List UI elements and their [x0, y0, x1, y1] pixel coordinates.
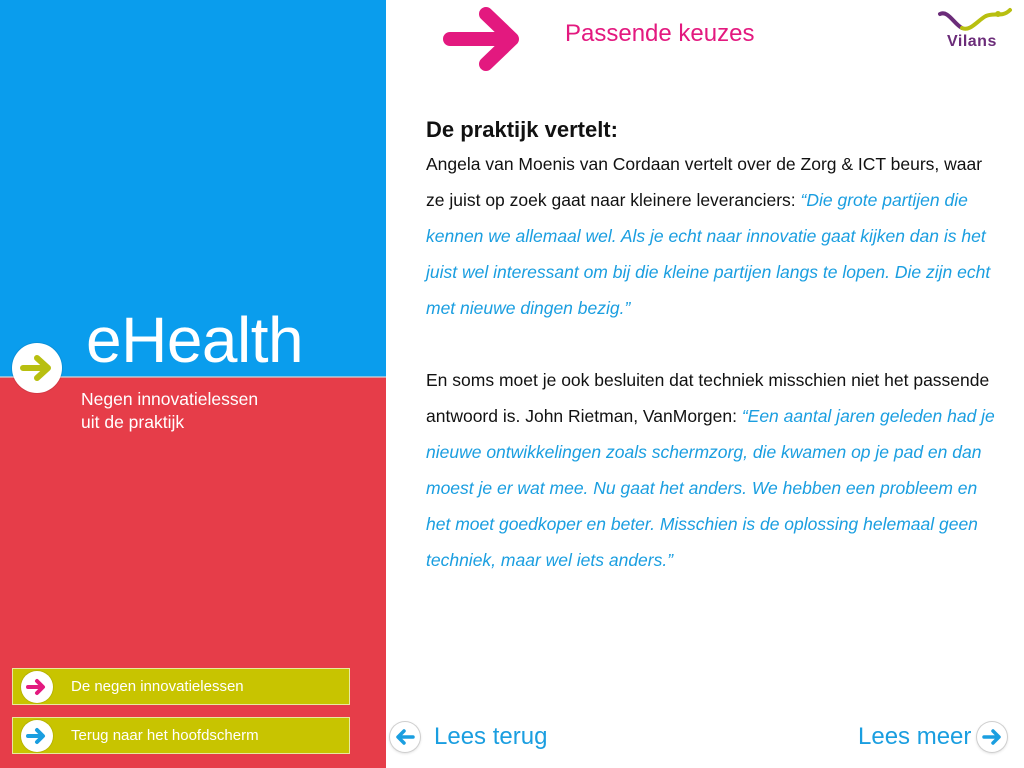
- read-more-icon-circle: [977, 722, 1007, 752]
- read-back-button[interactable]: [390, 722, 547, 752]
- paragraph-gap: [426, 326, 996, 362]
- left-panel-red: [0, 377, 386, 768]
- content-heading: De praktijk vertelt:: [426, 117, 618, 142]
- paragraph-2-quote: “Een aantal jaren geleden had je nieuwe ontwikkelingen zoals schermzorg, die kwamen op je pad en dan moest je er wat mee. Nu gaat het anders. We hebben een probleem en het moet goedkoper en beter. Misschien is de oplossing helemaal geen techniek, maar wel iets anders.”: [426, 406, 995, 570]
- subtitle-line-2: uit de praktijk: [81, 412, 185, 432]
- main-arrow-button[interactable]: [12, 343, 62, 393]
- logo-text: Vilans: [947, 33, 997, 50]
- subtitle-line-1: Negen innovatielessen: [81, 389, 259, 409]
- arrow-right-icon: [26, 726, 48, 746]
- app-subtitle: [81, 388, 341, 434]
- nav-home-label: Terug naar het hoofdscherm: [71, 727, 259, 744]
- section-arrow-icon: [442, 4, 526, 74]
- arrow-left-icon: [395, 728, 415, 746]
- paragraph-1: [426, 146, 996, 326]
- arrow-right-icon: [26, 677, 48, 697]
- read-more-button[interactable]: [858, 722, 1007, 752]
- nav-home-button[interactable]: [12, 717, 350, 754]
- nav-lessons-label: De negen innovatielessen: [71, 678, 244, 695]
- paragraph-2-intro: En soms moet je ook besluiten dat techniek misschien niet het passende antwoord is. John Rietman, VanMorgen:: [426, 370, 990, 426]
- read-back-icon-circle: [390, 722, 420, 752]
- nav-lessons-icon-circle: [21, 671, 53, 703]
- app-title: eHealth: [86, 304, 304, 376]
- arrow-right-icon: [982, 728, 1002, 746]
- read-back-label: Lees terug: [434, 723, 548, 750]
- paragraph-2: [426, 362, 996, 578]
- nav-lessons-button[interactable]: [12, 668, 350, 705]
- left-panel: [0, 0, 386, 768]
- nav-home-icon-circle: [21, 720, 53, 752]
- main-content: [426, 114, 996, 578]
- page-title: Passende keuzes: [565, 20, 755, 47]
- paragraph-1-intro: Angela van Moenis van Cordaan vertelt over de Zorg & ICT beurs, waar ze juist op zoek gaat naar kleinere leveranciers:: [426, 154, 983, 210]
- paragraph-1-quote: “Die grote partijen die kennen we allemaal wel. Als je echt naar innovatie gaat kijken dan is het juist wel interessant om bij die kleine partijen langs te lopen. Die zijn echt met nieuwe dingen bezig.”: [426, 190, 991, 318]
- read-more-label: Lees meer: [858, 723, 972, 750]
- arrow-right-icon: [20, 353, 54, 383]
